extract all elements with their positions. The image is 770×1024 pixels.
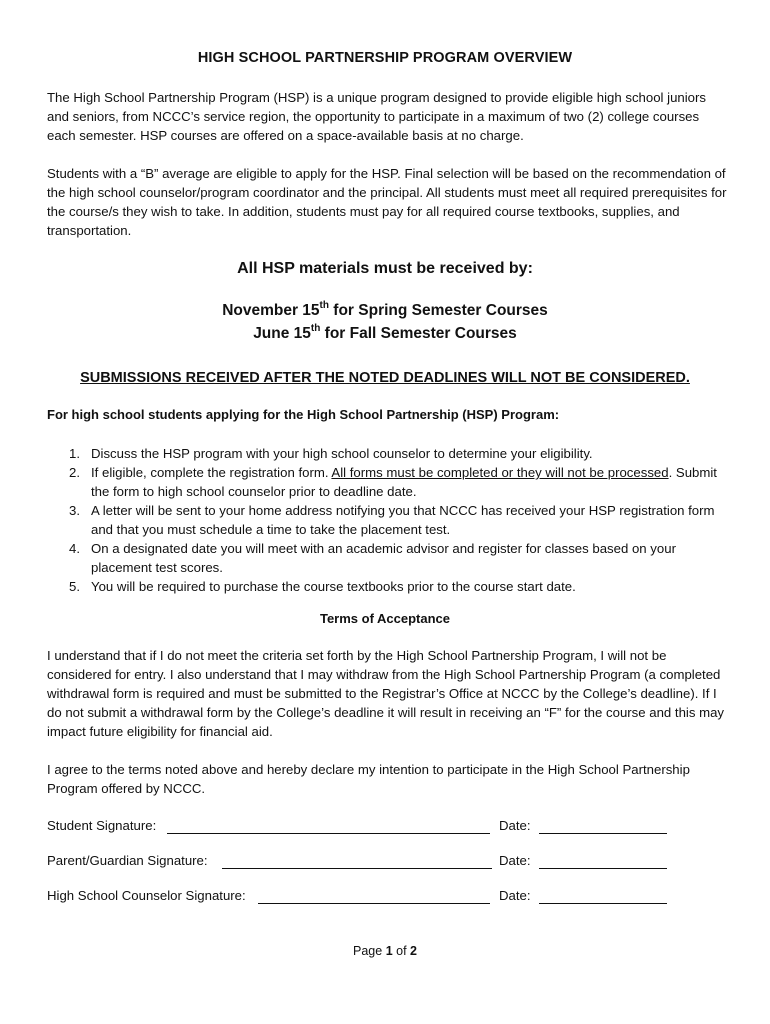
parent-date-field[interactable] [539, 868, 667, 869]
deadline-fall-ordinal: th [310, 322, 321, 334]
deadline-spring-text: for Spring Semester Courses [329, 302, 548, 319]
step-number: 1. [69, 446, 80, 461]
application-steps-list [47, 444, 727, 596]
terms-heading: Terms of Acceptance [319, 611, 451, 626]
list-item [47, 501, 727, 539]
step-text-b: . Submit the form to high school counselor prior to deadline date. [91, 465, 717, 499]
parent-signature-field[interactable] [222, 868, 492, 869]
page-title: HIGH SCHOOL PARTNERSHIP PROGRAM OVERVIEW [197, 50, 573, 66]
step-text: Discuss the HSP program with your high school counselor to determine your eligibility. [91, 446, 593, 461]
of-word: of [392, 944, 411, 958]
counselor-signature-field[interactable] [258, 903, 490, 904]
list-item [47, 444, 727, 463]
student-signature-label: Student Signature: [47, 818, 157, 833]
step-text-a: If eligible, complete the registration form. [91, 465, 332, 480]
page-number-footer [0, 944, 770, 958]
terms-paragraph-1: I understand that if I do not meet the criteria set forth by the High School Partnership Program, I will not be considered for entry. I also understand that I may withdraw from the High School Partnership Program (a completed withdrawal form is required and must be submitted to the Registrar’s Office at NCCC by the College’s deadline). If I do not submit a withdrawal form by the College’s deadline it will result in receiving an “F” for the course and this may impact future eligibility for financial aid. [47, 648, 725, 739]
list-item [47, 539, 727, 577]
step-number: 3. [69, 503, 80, 518]
intro-paragraph-2: Students with a “B” average are eligible to apply for the HSP. Final selection will be based on the recommendation of the high school counselor/program coordinator and the principal. All students must meet all required prerequisites for the course/s they wish to take. In addition, students must pay for all required course textbooks, supplies, and transportation. [47, 166, 727, 238]
deadline-fall [0, 322, 770, 343]
intro-paragraph-1: The High School Partnership Program (HSP) is a unique program designed to provide eligible high school juniors and seniors, from NCCC’s service region, the opportunity to participate in a maximum of two (2) college courses each semester. HSP courses are offered on a space-available basis at no charge. [47, 90, 706, 143]
parent-date-label: Date: [499, 853, 531, 868]
student-date-field[interactable] [539, 833, 667, 834]
step-text: On a designated date you will meet with an academic advisor and register for classes based on your placement test scores. [91, 541, 676, 575]
step-text: You will be required to purchase the course textbooks prior to the course start date. [91, 579, 576, 594]
student-signature-row [47, 818, 707, 838]
parent-signature-row [47, 853, 707, 873]
step-number: 5. [69, 579, 80, 594]
student-signature-field[interactable] [167, 833, 490, 834]
counselor-date-field[interactable] [539, 903, 667, 904]
step-text-underlined: All forms must be completed or they will not be processed [331, 465, 669, 480]
deadline-spring [0, 299, 770, 320]
counselor-signature-label: High School Counselor Signature: [47, 888, 246, 903]
deadline-spring-date: November 15 [222, 302, 320, 319]
materials-heading: All HSP materials must be received by: [237, 260, 533, 277]
deadline-fall-date: June 15 [253, 325, 311, 342]
counselor-date-label: Date: [499, 888, 531, 903]
step-number: 4. [69, 541, 80, 556]
deadline-warning: SUBMISSIONS RECEIVED AFTER THE NOTED DEADLINES WILL NOT BE CONSIDERED. [80, 370, 690, 386]
page-word: Page [353, 944, 386, 958]
deadline-fall-text: for Fall Semester Courses [320, 325, 517, 342]
steps-heading: For high school students applying for the High School Partnership (HSP) Program: [47, 407, 560, 422]
deadline-spring-ordinal: th [319, 299, 329, 311]
page-current: 1 [385, 944, 393, 958]
step-text: A letter will be sent to your home address notifying you that NCCC has received your HSP registration form and that you must schedule a time to take the placement test. [91, 503, 715, 537]
student-date-label: Date: [499, 818, 531, 833]
terms-paragraph-2: I agree to the terms noted above and hereby declare my intention to participate in the High School Partnership Program offered by NCCC. [47, 762, 690, 796]
counselor-signature-row [47, 888, 707, 908]
step-number: 2. [69, 465, 80, 480]
list-item [47, 463, 727, 501]
page-total: 2 [410, 944, 417, 958]
parent-signature-label: Parent/Guardian Signature: [47, 853, 208, 868]
list-item [47, 577, 727, 596]
